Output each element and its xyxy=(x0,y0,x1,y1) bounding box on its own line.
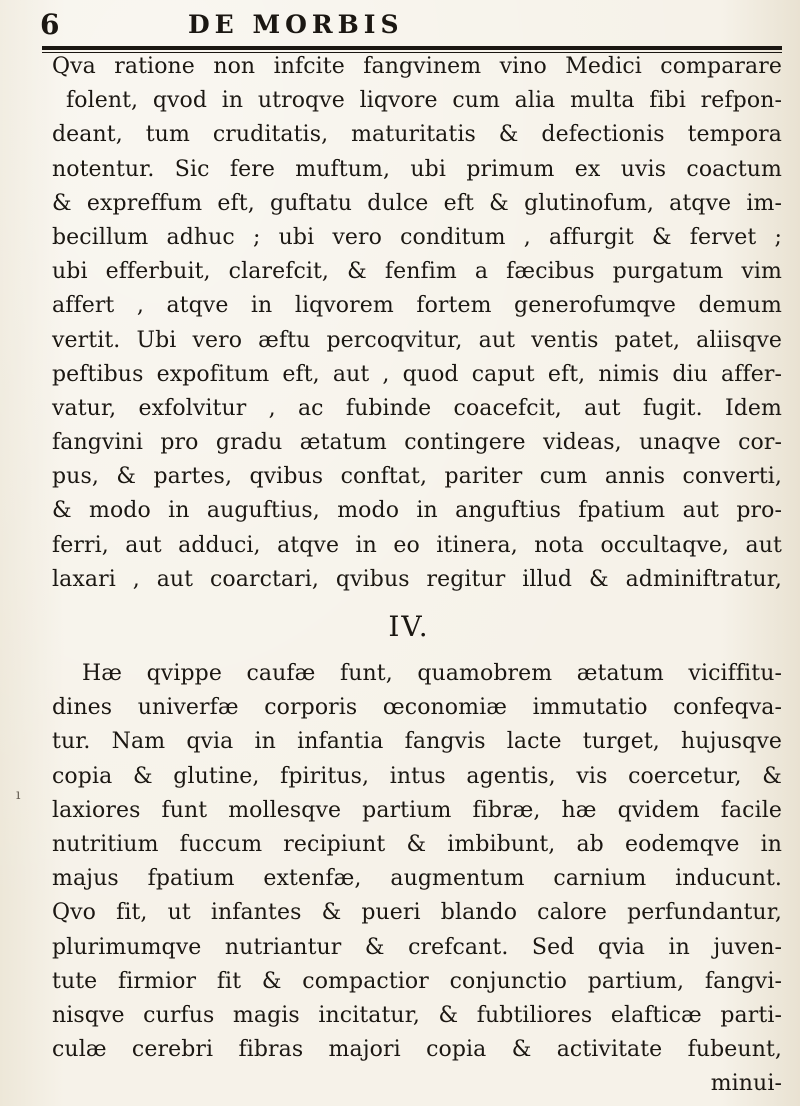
text-line: becillum adhuc ; ubi vero conditum , affurgit & fervet ; xyxy=(52,224,782,250)
page-number: 6 xyxy=(40,8,60,41)
text-line: & modo in auguftius, modo in anguftius fpatium aut pro- xyxy=(52,498,782,524)
text-line: peftibus expofitum eft, aut , quod caput eft, nimis diu affer- xyxy=(52,361,782,387)
text-line: laxiores funt mollesqve partium fibræ, hæ qvidem facile xyxy=(52,797,782,823)
text-line: culæ cerebri fibras majori copia & activitate fubeunt, xyxy=(52,1037,782,1063)
text-line: Qvo fit, ut infantes & pueri blando calore perfundantur, xyxy=(52,900,782,926)
text-line: tute firmior fit & compactior conjunctio partium, fangvi- xyxy=(52,968,782,994)
text-line: laxari , aut coarctari, qvibus regitur illud & adminiftratur, xyxy=(52,566,782,592)
text-line: copia & glutine, fpiritus, intus agentis, vis coercetur, & xyxy=(52,763,782,789)
text-line: tur. Nam qvia in infantia fangvis lacte turget, hujusqve xyxy=(52,729,782,755)
running-title: DE MORBIS xyxy=(188,10,404,39)
text-line: folent, qvod in utroqve liqvore cum alia multa fibi refpon- xyxy=(66,88,782,114)
text-line: affert , atqve in liqvorem fortem generofumqve demum xyxy=(52,293,782,319)
text-line: ubi efferbuit, clarefcit, & fenfim a fæcibus purgatum vim xyxy=(52,259,782,285)
section-number-text: IV. xyxy=(388,610,430,643)
text-line: nutritium fuccum recipiunt & imbibunt, ab eodemqve in xyxy=(52,831,782,857)
text-line: plurimumqve nutriantur & crefcant. Sed qvia in juven- xyxy=(52,934,782,960)
text-line: deant, tum cruditatis, maturitatis & defectionis tempora xyxy=(52,122,782,148)
catchword: minui- xyxy=(710,1071,782,1097)
text-line: notentur. Sic fere muftum, ubi primum ex uvis coactum xyxy=(52,156,782,182)
text-line: vertit. Ubi vero æftu percoqvitur, aut ventis patet, aliisqve xyxy=(52,327,782,353)
text-line: & expreffum eft, guftatu dulce eft & glutinofum, atqve im- xyxy=(52,190,782,216)
text-line: fangvini pro gradu ætatum contingere videas, unaqve cor- xyxy=(52,430,782,456)
text-block xyxy=(52,50,782,1101)
text-line: Qva ratione non infcite fangvinem vino Medici comparare xyxy=(52,54,782,79)
margin-mark: ı xyxy=(16,787,21,803)
text-line: vatur, exfolvitur , ac fubinde coacefcit, aut fugit. Idem xyxy=(52,395,782,421)
text-line: Hæ qvippe caufæ funt, quamobrem ætatum viciffitu- xyxy=(82,661,782,686)
running-head xyxy=(40,8,780,44)
section-number xyxy=(52,597,782,657)
text-line: pus, & partes, qvibus conftat, pariter cum annis converti, xyxy=(52,464,782,490)
text-line: dines univerfæ corporis œconomiæ immutatio confeqva- xyxy=(52,695,782,721)
text-line: majus fpatium extenfæ, augmentum carnium inducunt. xyxy=(52,866,782,892)
text-line: ferri, aut adduci, atqve in eo itinera, nota occultaqve, aut xyxy=(52,532,782,558)
text-line: nisqve curfus magis incitatur, & fubtiliores elafticæ parti- xyxy=(52,1002,782,1028)
